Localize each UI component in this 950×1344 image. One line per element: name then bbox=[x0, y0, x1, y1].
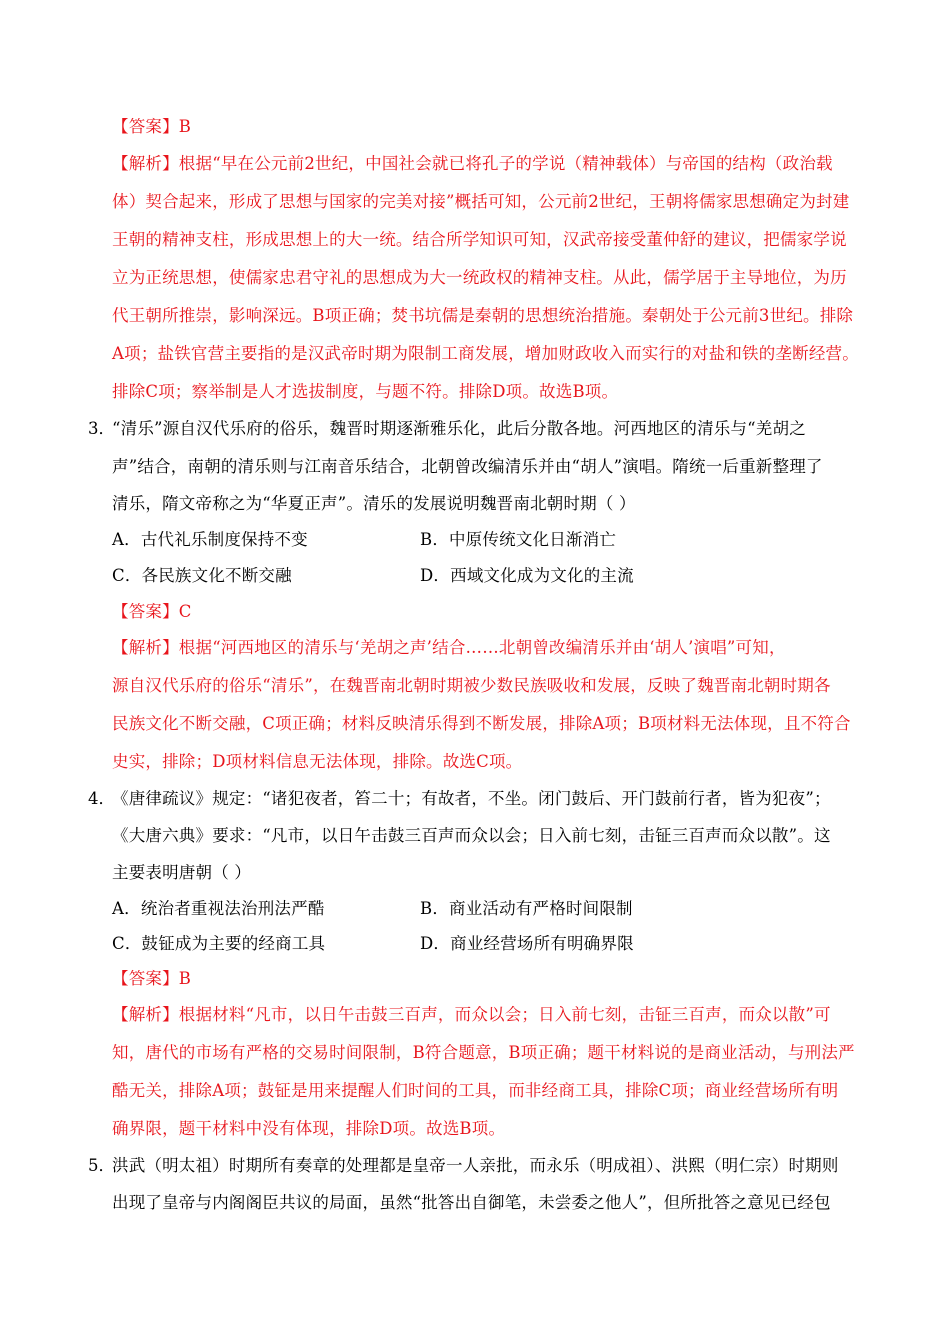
q4-explanation-line: 知，唐代的市场有严格的交易时间限制，B符合题意，B项正确；题干材料说的是商业活动，与刑法严 bbox=[112, 1043, 855, 1062]
q4-explanation-line: 酷无关，排除A项；鼓钲是用来提醒人们时间的工具，而非经商工具，排除C项；商业经营场所有明 bbox=[112, 1081, 839, 1100]
q3-answer: 【答案】C bbox=[112, 602, 192, 621]
q4-option-c: C．鼓钲成为主要的经商工具 bbox=[112, 934, 326, 953]
q3-explanation-line: 【解析】根据“河西地区的清乐与‘羌胡之声’结合……北朝曾改编清乐并由‘胡人’演唱”可知， bbox=[112, 638, 786, 657]
q2-explanation-line: 体）契合起来，形成了思想与国家的完美对接”概括可知，公元前2世纪，王朝将儒家思想确定为封建 bbox=[112, 192, 850, 211]
q4-option-d: D．商业经营场所有明确界限 bbox=[420, 934, 634, 953]
q2-explanation-line: 王朝的精神支柱，形成思想上的大一统。结合所学知识可知，汉武帝接受董仲舒的建议，把儒家学说 bbox=[112, 230, 847, 249]
q2-explanation-line: A项；盐铁官营主要指的是汉武帝时期为限制工商发展，增加财政收入而实行的对盐和铁的垄断经营。 bbox=[112, 344, 859, 363]
q3-explanation-line: 民族文化不断交融，C项正确；材料反映清乐得到不断发展，排除A项；B项材料无法体现，且不符合 bbox=[112, 714, 851, 733]
q5-stem-line: 洪武（明太祖）时期所有奏章的处理都是皇帝一人亲批，而永乐（明成祖）、洪熙（明仁宗）时期则 bbox=[112, 1156, 839, 1175]
q3-option-b: B．中原传统文化日渐消亡 bbox=[420, 530, 617, 549]
q4-number: 4． bbox=[88, 789, 115, 808]
q4-stem-line: 主要表明唐朝（ ） bbox=[112, 863, 252, 882]
q4-answer: 【答案】B bbox=[112, 969, 192, 988]
q2-explanation-line: 代王朝所推崇，影响深远。B项正确；焚书坑儒是秦朝的思想统治措施。秦朝处于公元前3世纪。排除 bbox=[112, 306, 854, 325]
q3-option-c: C．各民族文化不断交融 bbox=[112, 566, 292, 585]
q5-number: 5． bbox=[88, 1156, 115, 1175]
q3-option-d: D．西域文化成为文化的主流 bbox=[420, 566, 634, 585]
q3-stem-line: 声”结合，南朝的清乐则与江南音乐结合，北朝曾改编清乐并由“胡人”演唱。隋统一后重新整理了 bbox=[112, 457, 823, 476]
q4-explanation-line: 【解析】根据材料“凡市，以日午击鼓三百声，而众以会；日入前七刻，击钲三百声，而众以散”可 bbox=[112, 1005, 831, 1024]
q3-stem-line: “清乐”源自汉代乐府的俗乐，魏晋时期逐渐雅乐化，此后分散各地。河西地区的清乐与“羌胡之 bbox=[112, 419, 806, 438]
q4-option-a: A．统治者重视法治刑法严酷 bbox=[112, 899, 325, 918]
q3-explanation-line: 源自汉代乐府的俗乐“清乐”，在魏晋南北朝时期被少数民族吸收和发展，反映了魏晋南北朝时期各 bbox=[112, 676, 831, 695]
q4-option-b: B．商业活动有严格时间限制 bbox=[420, 899, 633, 918]
q3-explanation-line: 史实，排除；D项材料信息无法体现，排除。故选C项。 bbox=[112, 752, 523, 771]
q4-explanation-line: 确界限，题干材料中没有体现，排除D项。故选B项。 bbox=[112, 1119, 506, 1138]
q2-explanation-line: 【解析】根据“早在公元前2世纪，中国社会就已将孔子的学说（精神载体）与帝国的结构（政治载 bbox=[112, 154, 833, 173]
q2-explanation-line: 立为正统思想，使儒家忠君守礼的思想成为大一统政权的精神支柱。从此，儒学居于主导地位，为历 bbox=[112, 268, 847, 287]
q3-option-a: A．古代礼乐制度保持不变 bbox=[112, 530, 308, 549]
q2-answer: 【答案】B bbox=[112, 117, 192, 136]
q3-stem-line: 清乐，隋文帝称之为“华夏正声”。清乐的发展说明魏晋南北朝时期（ ） bbox=[112, 494, 636, 513]
q2-explanation-line: 排除C项；察举制是人才选拔制度，与题不符。排除D项。故选B项。 bbox=[112, 382, 619, 401]
q3-number: 3． bbox=[88, 419, 115, 438]
q4-stem-line: 《唐律疏议》规定：“诸犯夜者，笞二十；有故者，不坐。闭门鼓后、开门鼓前行者，皆为犯夜”； bbox=[112, 789, 831, 808]
q4-stem-line: 《大唐六典》要求：“凡市，以日午击鼓三百声而众以会；日入前七刻，击钲三百声而众以散”。这 bbox=[112, 826, 831, 845]
q5-stem-line: 出现了皇帝与内阁阁臣共议的局面，虽然“批答出自御笔，未尝委之他人”，但所批答之意见已经包 bbox=[112, 1193, 831, 1212]
